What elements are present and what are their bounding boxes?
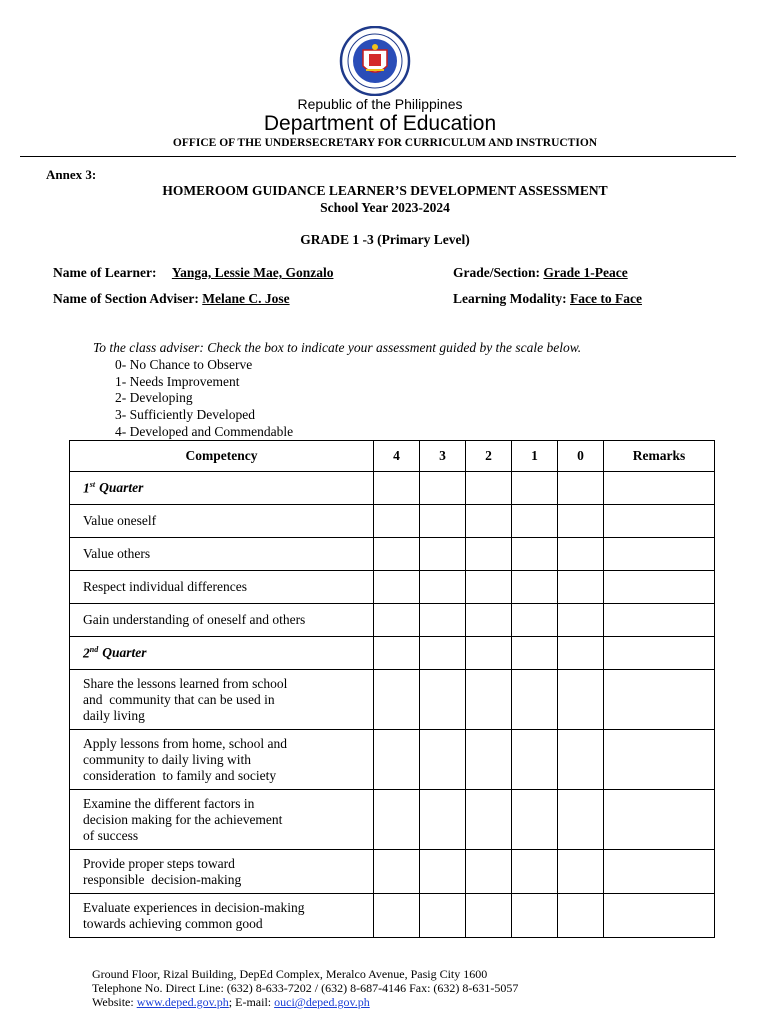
rating-checkbox-0[interactable] [558,538,604,571]
competency-row [70,505,715,538]
email-link[interactable]: ouci@deped.gov.ph [274,995,370,1009]
rating-checkbox-1[interactable] [512,894,558,938]
competency-line: and community that can be used in [83,691,275,707]
document-title: HOMEROOM GUIDANCE LEARNER’S DEVELOPMENT ASSESSMENT [162,183,608,198]
scale-item: 0- No Chance to Observe [115,357,253,372]
rating-checkbox-3[interactable] [420,571,466,604]
rating-checkbox-4[interactable] [374,604,420,637]
remarks-cell[interactable] [604,571,715,604]
quarter-word: Quarter [102,645,147,661]
table-body [70,472,715,938]
competency-row [70,790,715,850]
rating-checkbox-1[interactable] [512,850,558,894]
footer-phone: Telephone No. Direct Line: (632) 8-633-7202 / (632) 8-687-4146 Fax: (632) 8-631-5057 [92,981,519,995]
quarter-suffix: st [89,479,96,489]
rating-checkbox-2[interactable] [466,538,512,571]
competency-row [70,730,715,790]
rating-checkbox-4[interactable] [374,637,420,670]
quarter-row [70,472,715,505]
rating-checkbox-1[interactable] [512,505,558,538]
competency-table [69,440,715,938]
rating-checkbox-4[interactable] [374,571,420,604]
rating-checkbox-2[interactable] [466,730,512,790]
header-remarks: Remarks [604,441,715,472]
remarks-cell[interactable] [604,637,715,670]
rating-checkbox-2[interactable] [466,850,512,894]
rating-checkbox-3[interactable] [420,730,466,790]
modality-value: Face to Face [570,291,642,306]
competency-text [70,730,374,790]
grade-section-field [453,265,628,281]
grade-section-value: Grade 1-Peace [543,265,628,280]
remarks-cell[interactable] [604,538,715,571]
rating-checkbox-1[interactable] [512,604,558,637]
competency-text [70,894,374,938]
quarter-number: 1 [83,480,90,496]
annex-label: Annex 3: [46,167,97,182]
scale-item: 1- Needs Improvement [115,374,240,389]
rating-checkbox-2[interactable] [466,790,512,850]
department-title: Department of Education [263,112,497,135]
rating-checkbox-0[interactable] [558,571,604,604]
rating-checkbox-3[interactable] [420,670,466,730]
competency-text [70,604,374,637]
rating-checkbox-2[interactable] [466,637,512,670]
competency-line: Value others [83,546,151,561]
header-rating-0: 0 [558,441,604,472]
competency-line: Provide proper steps toward [83,855,235,871]
quarter-label [70,472,374,505]
adviser-label: Name of Section Adviser: [53,291,199,306]
competency-line: Respect individual differences [83,579,247,594]
rating-checkbox-4[interactable] [374,538,420,571]
rating-checkbox-0[interactable] [558,730,604,790]
table-header-row [70,441,715,472]
rating-checkbox-4[interactable] [374,472,420,505]
rating-checkbox-0[interactable] [558,850,604,894]
rating-checkbox-2[interactable] [466,670,512,730]
header-rating-4: 4 [374,441,420,472]
quarter-row [70,637,715,670]
learner-value: Yanga, Lessie Mae, Gonzalo [171,265,334,280]
remarks-cell[interactable] [604,505,715,538]
competency-line: Apply lessons from home, school and [83,735,287,751]
competency-line: of success [83,827,139,843]
competency-row [70,850,715,894]
rating-checkbox-4[interactable] [374,790,420,850]
instruction-text: To the class adviser: Check the box to indicate your assessment guided by the scale below. [93,340,582,355]
rating-checkbox-2[interactable] [466,571,512,604]
rating-checkbox-2[interactable] [466,472,512,505]
adviser-value: Melane C. Jose [202,291,290,306]
competency-row [70,670,715,730]
modality-label: Learning Modality: [453,291,567,306]
header-divider [20,156,736,157]
footer-address: Ground Floor, Rizal Building, DepEd Complex, Meralco Avenue, Pasig City 1600 [92,967,488,981]
rating-checkbox-2[interactable] [466,894,512,938]
rating-checkbox-1[interactable] [512,571,558,604]
competency-line: Value oneself [83,513,157,528]
grade-level: GRADE 1 -3 (Primary Level) [300,232,470,247]
competency-line: Evaluate experiences in decision-making [83,899,305,915]
rating-checkbox-4[interactable] [374,670,420,730]
footer-contact [92,995,370,1010]
remarks-cell[interactable] [604,604,715,637]
rating-checkbox-3[interactable] [420,472,466,505]
remarks-cell[interactable] [604,730,715,790]
competency-line: daily living [83,707,145,723]
competency-line: towards achieving common good [83,915,263,931]
rating-checkbox-0[interactable] [558,670,604,730]
quarter-number: 2 [83,645,90,661]
scale-item: 3- Sufficiently Developed [115,407,255,422]
competency-text [70,790,374,850]
rating-checkbox-1[interactable] [512,670,558,730]
remarks-cell[interactable] [604,670,715,730]
rating-checkbox-2[interactable] [466,604,512,637]
rating-checkbox-0[interactable] [558,604,604,637]
header-rating-3: 3 [420,441,466,472]
rating-checkbox-3[interactable] [420,790,466,850]
remarks-cell[interactable] [604,472,715,505]
rating-checkbox-1[interactable] [512,790,558,850]
rating-checkbox-0[interactable] [558,894,604,938]
website-link[interactable]: www.deped.gov.ph [136,995,229,1009]
competency-row [70,894,715,938]
rating-checkbox-4[interactable] [374,894,420,938]
rating-checkbox-3[interactable] [420,850,466,894]
rating-checkbox-1[interactable] [512,637,558,670]
rating-checkbox-1[interactable] [512,472,558,505]
grade-section-label: Grade/Section: [453,265,540,280]
header-rating-2: 2 [466,441,512,472]
scale-item: 2- Developing [115,390,193,405]
competency-text [70,538,374,571]
learner-label: Name of Learner: [53,265,157,280]
deped-seal [332,26,418,96]
email-label: ; E-mail: [228,995,275,1009]
rating-checkbox-0[interactable] [558,637,604,670]
rating-checkbox-2[interactable] [466,505,512,538]
competency-text [70,571,374,604]
rating-checkbox-0[interactable] [558,472,604,505]
remarks-cell[interactable] [604,790,715,850]
rating-checkbox-4[interactable] [374,730,420,790]
competency-line: consideration to family and society [83,767,277,783]
adviser-field [53,291,290,307]
competency-row [70,604,715,637]
rating-checkbox-1[interactable] [512,538,558,571]
competency-line: responsible decision-making [83,871,242,887]
office-title: OFFICE OF THE UNDERSECRETARY FOR CURRICULUM AND INSTRUCTION [172,137,598,149]
competency-text [70,670,374,730]
website-label: Website: [92,995,137,1009]
rating-checkbox-3[interactable] [420,637,466,670]
rating-checkbox-3[interactable] [420,894,466,938]
learner-field [53,265,333,281]
competency-row [70,571,715,604]
remarks-cell[interactable] [604,894,715,938]
rating-checkbox-3[interactable] [420,538,466,571]
rating-checkbox-0[interactable] [558,790,604,850]
rating-checkbox-4[interactable] [374,505,420,538]
scale-item: 4- Developed and Commendable [115,424,294,439]
header-competency: Competency [70,441,374,472]
competency-text [70,850,374,894]
rating-checkbox-3[interactable] [420,604,466,637]
rating-checkbox-0[interactable] [558,505,604,538]
school-year: School Year 2023-2024 [320,200,450,215]
competency-line: Share the lessons learned from school [83,675,288,691]
remarks-cell[interactable] [604,850,715,894]
header-rating-1: 1 [512,441,558,472]
modality-field [453,291,642,307]
quarter-label [70,637,374,670]
competency-line: Gain understanding of oneself and others [83,612,306,627]
quarter-word: Quarter [99,480,144,496]
competency-line: decision making for the achievement [83,811,283,827]
competency-text [70,505,374,538]
rating-checkbox-4[interactable] [374,850,420,894]
competency-line: Examine the different factors in [83,795,255,811]
rating-checkbox-3[interactable] [420,505,466,538]
competency-row [70,538,715,571]
republic-label: Republic of the Philippines [297,96,463,112]
rating-checkbox-1[interactable] [512,730,558,790]
quarter-suffix: nd [89,644,99,654]
competency-line: community to daily living with [83,751,251,767]
